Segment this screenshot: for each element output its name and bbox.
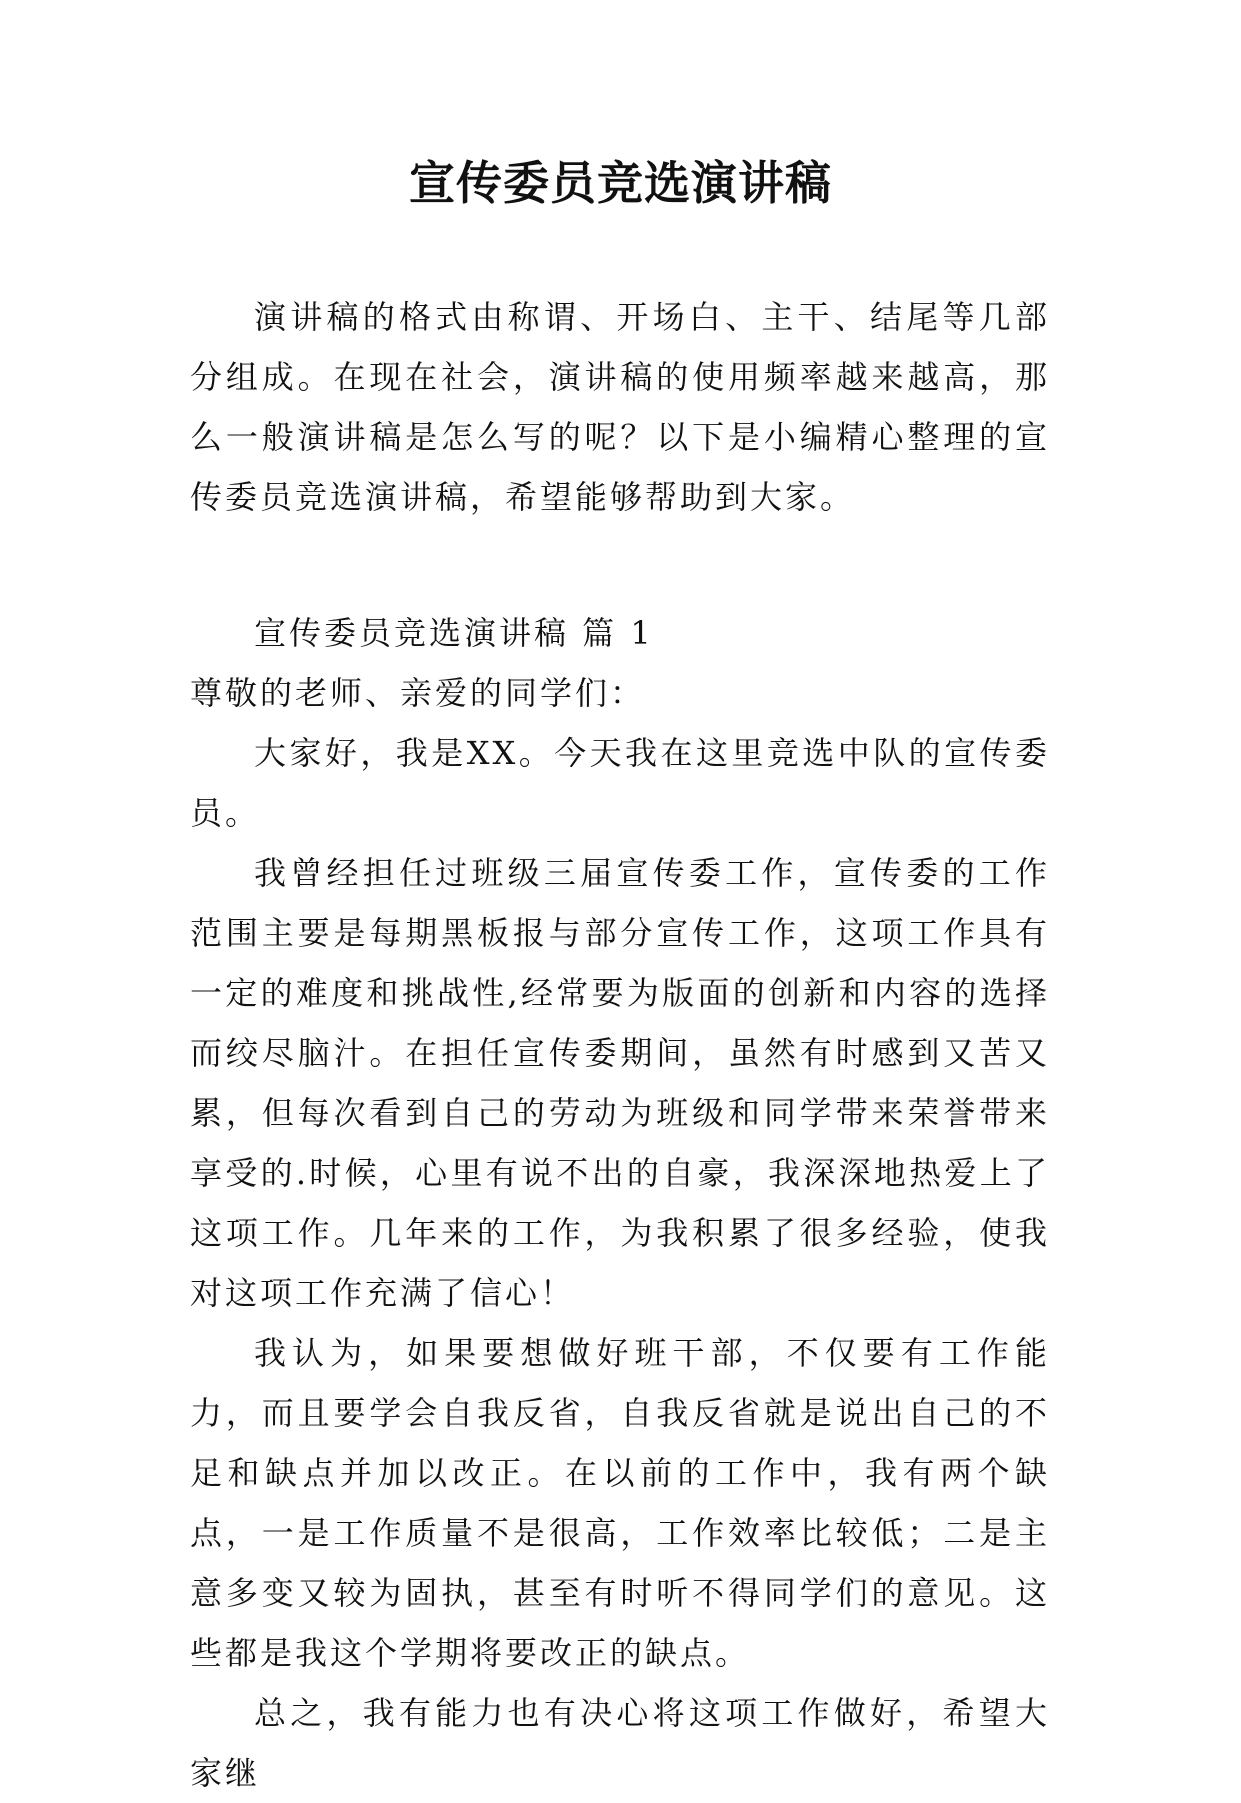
body-paragraph-2: 我曾经担任过班级三届宣传委工作，宣传委的工作范围主要是每期黑板报与部分宣传工作，这项工作具有一定的难度和挑战性,经常要为版面的创新和内容的选择而绞尽脑汁。在担任宣传委期间，虽然有时感到又苦又累，但每次看到自己的劳动为班级和同学带来荣誉带来享受的.时候，心里有说不出的自豪，我深深地热爱上了这项工作。几年来的工作，为我积累了很多经验，使我对这项工作充满了信心！ xyxy=(190,854,1050,1312)
section-gap xyxy=(190,527,1050,603)
intro-paragraph: 演讲稿的格式由称谓、开场白、主干、结尾等几部分组成。在现在社会，演讲稿的使用频率越来越高，那么一般演讲稿是怎么写的呢？以下是小编精心整理的宣传委员竞选演讲稿，希望能够帮助到大家。 xyxy=(190,298,1050,516)
document-body xyxy=(190,287,1050,1803)
body-paragraph-1: 大家好，我是XX。今天我在这里竞选中队的宣传委员。 xyxy=(190,734,1050,832)
salutation: 尊敬的老师、亲爱的同学们： xyxy=(190,674,646,712)
body-paragraph-4: 总之，我有能力也有决心将这项工作做好，希望大家继 xyxy=(190,1694,1050,1792)
document-title: 宣传委员竞选演讲稿 xyxy=(409,156,832,210)
section-heading: 宣传委员竞选演讲稿 篇 1 xyxy=(254,614,654,652)
body-paragraph-3: 我认为，如果要想做好班干部，不仅要有工作能力，而且要学会自我反省，自我反省就是说出自己的不足和缺点并加以改正。在以前的工作中，我有两个缺点，一是工作质量不是很高，工作效率比较低；二是主意多变又较为固执，甚至有时听不得同学们的意见。这些都是我这个学期将要改正的缺点。 xyxy=(190,1334,1050,1672)
